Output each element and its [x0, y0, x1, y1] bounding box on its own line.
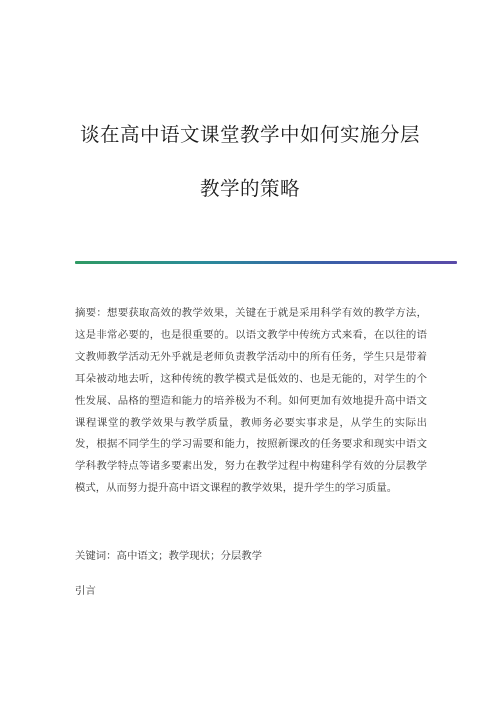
title-divider [75, 261, 457, 264]
document-title-line-1: 谈在高中语文课堂教学中如何实施分层 [79, 123, 420, 146]
document-title-line-2: 教学的策略 [199, 177, 300, 200]
abstract-paragraph: 摘要：想要获取高效的教学效果，关键在于就是采用科学有效的教学方法，这是非常必要的，也是很重要的。以语文教学中传统方式来看，在以往的语文教师教学活动无外乎就是老师负责教学活动中的所有任务，学生只是带着耳朵被动地去听，这种传统的教学模式是低效的、也是无能的，对学生的个性发展、品格的塑造和能力的培养极为不利。如何更加有效地提升高中语文课程课堂的教学效果与教学质量，教师务必要实事求是，从学生的实际出发，根据不同学生的学习需要和能力，按照新课改的任务要求和现实中语文学科教学特点等诸多要素出发，努力在教学过程中构建科学有效的分层教学模式，从而努力提升高中语文课程的教学效果，提升学生的学习质量。 [75, 307, 427, 495]
keywords-line: 关键词：高中语文；教学现状；分层教学 [75, 550, 263, 562]
section-heading-introduction: 引言 [75, 585, 96, 597]
